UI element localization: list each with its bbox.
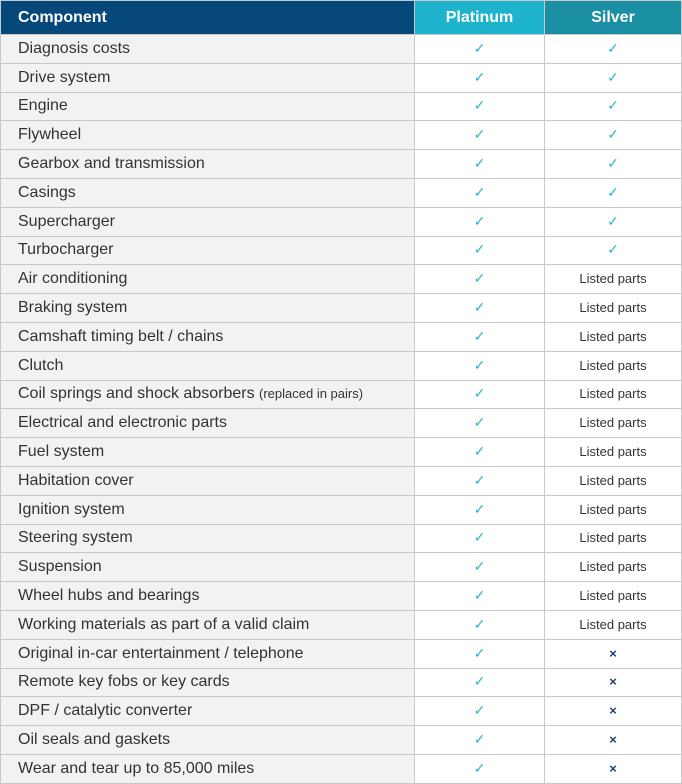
silver-coverage-cell bbox=[545, 92, 682, 121]
check-icon: ✓ bbox=[607, 183, 619, 200]
check-icon: ✓ bbox=[473, 68, 486, 85]
component-name bbox=[1, 236, 415, 265]
check-icon: ✓ bbox=[473, 471, 486, 488]
platinum-coverage-cell bbox=[415, 92, 545, 121]
column-header-silver: Silver bbox=[545, 1, 682, 35]
table-row bbox=[1, 178, 682, 207]
platinum-coverage-cell bbox=[415, 380, 545, 409]
component-name bbox=[1, 265, 415, 294]
table-row bbox=[1, 322, 682, 351]
component-label: Original in-car entertainment / telephone bbox=[18, 644, 304, 662]
cross-icon: × bbox=[609, 760, 617, 776]
listed-parts-label: Listed parts bbox=[579, 472, 647, 488]
silver-coverage-cell bbox=[545, 553, 682, 582]
cross-icon: × bbox=[609, 674, 617, 690]
platinum-coverage-cell bbox=[415, 207, 545, 236]
component-label: Supercharger bbox=[18, 212, 115, 230]
platinum-coverage-cell bbox=[415, 524, 545, 553]
header-row bbox=[1, 1, 682, 35]
check-icon: ✓ bbox=[473, 529, 486, 546]
component-name bbox=[1, 178, 415, 207]
component-name bbox=[1, 294, 415, 323]
platinum-coverage-cell bbox=[415, 495, 545, 524]
table-row bbox=[1, 668, 682, 697]
component-name bbox=[1, 409, 415, 438]
silver-coverage-cell bbox=[545, 726, 682, 755]
check-icon: ✓ bbox=[607, 126, 619, 143]
platinum-coverage-cell bbox=[415, 265, 545, 294]
component-name bbox=[1, 92, 415, 121]
platinum-coverage-cell bbox=[415, 726, 545, 755]
component-name bbox=[1, 466, 415, 495]
silver-coverage-cell bbox=[545, 265, 682, 294]
check-icon: ✓ bbox=[607, 212, 619, 229]
listed-parts-label: Listed parts bbox=[579, 444, 647, 460]
check-icon: ✓ bbox=[473, 299, 486, 316]
component-label: Wheel hubs and bearings bbox=[18, 587, 200, 605]
component-label: Fuel system bbox=[18, 443, 105, 461]
table-row bbox=[1, 236, 682, 265]
silver-coverage-cell bbox=[545, 207, 682, 236]
table-row bbox=[1, 582, 682, 611]
listed-parts-label: Listed parts bbox=[579, 616, 647, 632]
silver-coverage-cell bbox=[545, 610, 682, 639]
platinum-coverage-cell bbox=[415, 668, 545, 697]
table-row bbox=[1, 754, 682, 783]
check-icon: ✓ bbox=[473, 500, 486, 517]
component-name bbox=[1, 582, 415, 611]
table-row bbox=[1, 697, 682, 726]
table-row bbox=[1, 150, 682, 179]
check-icon: ✓ bbox=[607, 97, 619, 114]
platinum-coverage-cell bbox=[415, 322, 545, 351]
column-header-platinum: Platinum bbox=[415, 1, 545, 35]
listed-parts-label: Listed parts bbox=[579, 271, 647, 287]
component-note: (replaced in pairs) bbox=[259, 386, 364, 402]
component-name bbox=[1, 351, 415, 380]
component-label: Air conditioning bbox=[18, 270, 128, 288]
platinum-coverage-cell bbox=[415, 294, 545, 323]
silver-coverage-cell bbox=[545, 409, 682, 438]
table-row bbox=[1, 92, 682, 121]
platinum-coverage-cell bbox=[415, 553, 545, 582]
component-name bbox=[1, 726, 415, 755]
platinum-coverage-cell bbox=[415, 351, 545, 380]
platinum-coverage-cell bbox=[415, 438, 545, 467]
silver-coverage-cell bbox=[545, 495, 682, 524]
check-icon: ✓ bbox=[607, 155, 619, 172]
component-name bbox=[1, 63, 415, 92]
silver-coverage-cell bbox=[545, 438, 682, 467]
check-icon: ✓ bbox=[473, 587, 486, 604]
platinum-coverage-cell bbox=[415, 63, 545, 92]
table-row bbox=[1, 553, 682, 582]
component-label: Habitation cover bbox=[18, 471, 134, 489]
table-header bbox=[1, 1, 682, 35]
silver-coverage-cell bbox=[545, 582, 682, 611]
component-label: Camshaft timing belt / chains bbox=[18, 327, 224, 345]
component-label: Ignition system bbox=[18, 500, 125, 518]
component-name bbox=[1, 639, 415, 668]
silver-coverage-cell bbox=[545, 150, 682, 179]
platinum-coverage-cell bbox=[415, 639, 545, 668]
component-name bbox=[1, 380, 415, 409]
component-label: Casings bbox=[18, 183, 76, 201]
check-icon: ✓ bbox=[473, 644, 486, 661]
component-name bbox=[1, 697, 415, 726]
component-name bbox=[1, 35, 415, 64]
component-label: Diagnosis costs bbox=[18, 39, 131, 57]
table-row bbox=[1, 466, 682, 495]
cross-icon: × bbox=[609, 732, 617, 748]
component-label: Drive system bbox=[18, 68, 111, 86]
check-icon: ✓ bbox=[473, 414, 486, 431]
silver-coverage-cell bbox=[545, 63, 682, 92]
listed-parts-label: Listed parts bbox=[579, 501, 647, 517]
component-name bbox=[1, 553, 415, 582]
component-label: Clutch bbox=[18, 356, 64, 374]
check-icon: ✓ bbox=[473, 673, 486, 690]
platinum-coverage-cell bbox=[415, 610, 545, 639]
table-row bbox=[1, 639, 682, 668]
silver-coverage-cell bbox=[545, 697, 682, 726]
component-name bbox=[1, 610, 415, 639]
check-icon: ✓ bbox=[473, 731, 486, 748]
table-row bbox=[1, 524, 682, 553]
table-row bbox=[1, 63, 682, 92]
component-name bbox=[1, 524, 415, 553]
platinum-coverage-cell bbox=[415, 35, 545, 64]
component-name bbox=[1, 322, 415, 351]
component-name bbox=[1, 121, 415, 150]
component-label: Suspension bbox=[18, 558, 102, 576]
platinum-coverage-cell bbox=[415, 697, 545, 726]
table-row bbox=[1, 121, 682, 150]
table-row bbox=[1, 380, 682, 409]
check-icon: ✓ bbox=[473, 126, 486, 143]
listed-parts-label: Listed parts bbox=[579, 530, 647, 546]
table-body bbox=[1, 35, 682, 784]
component-label: Electrical and electronic parts bbox=[18, 414, 227, 432]
component-label: DPF / catalytic converter bbox=[18, 702, 193, 720]
listed-parts-label: Listed parts bbox=[579, 415, 647, 431]
component-label: Engine bbox=[18, 97, 68, 115]
listed-parts-label: Listed parts bbox=[579, 328, 647, 344]
silver-coverage-cell bbox=[545, 754, 682, 783]
silver-coverage-cell bbox=[545, 121, 682, 150]
component-name bbox=[1, 150, 415, 179]
platinum-coverage-cell bbox=[415, 582, 545, 611]
check-icon: ✓ bbox=[473, 155, 486, 172]
cross-icon: × bbox=[609, 645, 617, 661]
component-label: Gearbox and transmission bbox=[18, 155, 205, 173]
component-label: Oil seals and gaskets bbox=[18, 731, 171, 749]
component-name bbox=[1, 754, 415, 783]
silver-coverage-cell bbox=[545, 322, 682, 351]
silver-coverage-cell bbox=[545, 351, 682, 380]
table-row bbox=[1, 35, 682, 64]
silver-coverage-cell bbox=[545, 35, 682, 64]
silver-coverage-cell bbox=[545, 294, 682, 323]
component-label: Working materials as part of a valid claim bbox=[18, 615, 310, 633]
platinum-coverage-cell bbox=[415, 754, 545, 783]
platinum-coverage-cell bbox=[415, 236, 545, 265]
component-label: Flywheel bbox=[18, 126, 82, 144]
silver-coverage-cell bbox=[545, 236, 682, 265]
check-icon: ✓ bbox=[473, 443, 486, 460]
component-label: Coil springs and shock absorbers bbox=[18, 385, 255, 403]
silver-coverage-cell bbox=[545, 668, 682, 697]
listed-parts-label: Listed parts bbox=[579, 588, 647, 604]
silver-coverage-cell bbox=[545, 524, 682, 553]
table-row bbox=[1, 726, 682, 755]
table-row bbox=[1, 207, 682, 236]
table-row bbox=[1, 438, 682, 467]
silver-coverage-cell bbox=[545, 178, 682, 207]
column-header-component: Component bbox=[1, 1, 415, 35]
check-icon: ✓ bbox=[473, 356, 486, 373]
check-icon: ✓ bbox=[473, 270, 486, 287]
table-row bbox=[1, 610, 682, 639]
platinum-coverage-cell bbox=[415, 409, 545, 438]
listed-parts-label: Listed parts bbox=[579, 386, 647, 402]
component-name bbox=[1, 495, 415, 524]
check-icon: ✓ bbox=[473, 241, 486, 258]
check-icon: ✓ bbox=[473, 759, 486, 776]
listed-parts-label: Listed parts bbox=[579, 357, 647, 373]
silver-coverage-cell bbox=[545, 639, 682, 668]
component-label: Wear and tear up to 85,000 miles bbox=[18, 759, 255, 777]
check-icon: ✓ bbox=[473, 97, 486, 114]
component-label: Remote key fobs or key cards bbox=[18, 673, 230, 691]
check-icon: ✓ bbox=[473, 39, 486, 56]
cross-icon: × bbox=[609, 703, 617, 719]
table-row bbox=[1, 409, 682, 438]
component-name bbox=[1, 207, 415, 236]
check-icon: ✓ bbox=[473, 183, 486, 200]
table-row bbox=[1, 265, 682, 294]
component-label: Braking system bbox=[18, 299, 128, 317]
platinum-coverage-cell bbox=[415, 121, 545, 150]
silver-coverage-cell bbox=[545, 466, 682, 495]
listed-parts-label: Listed parts bbox=[579, 559, 647, 575]
check-icon: ✓ bbox=[473, 702, 486, 719]
component-label: Steering system bbox=[18, 529, 133, 547]
platinum-coverage-cell bbox=[415, 466, 545, 495]
component-label: Turbocharger bbox=[18, 241, 114, 259]
listed-parts-label: Listed parts bbox=[579, 300, 647, 316]
silver-coverage-cell bbox=[545, 380, 682, 409]
check-icon: ✓ bbox=[607, 241, 619, 258]
check-icon: ✓ bbox=[473, 327, 486, 344]
table-row bbox=[1, 495, 682, 524]
table-row bbox=[1, 351, 682, 380]
check-icon: ✓ bbox=[473, 385, 486, 402]
check-icon: ✓ bbox=[607, 39, 619, 56]
component-name bbox=[1, 438, 415, 467]
check-icon: ✓ bbox=[607, 68, 619, 85]
table-row bbox=[1, 294, 682, 323]
check-icon: ✓ bbox=[473, 212, 486, 229]
platinum-coverage-cell bbox=[415, 150, 545, 179]
component-name bbox=[1, 668, 415, 697]
check-icon: ✓ bbox=[473, 615, 486, 632]
platinum-coverage-cell bbox=[415, 178, 545, 207]
check-icon: ✓ bbox=[473, 558, 486, 575]
